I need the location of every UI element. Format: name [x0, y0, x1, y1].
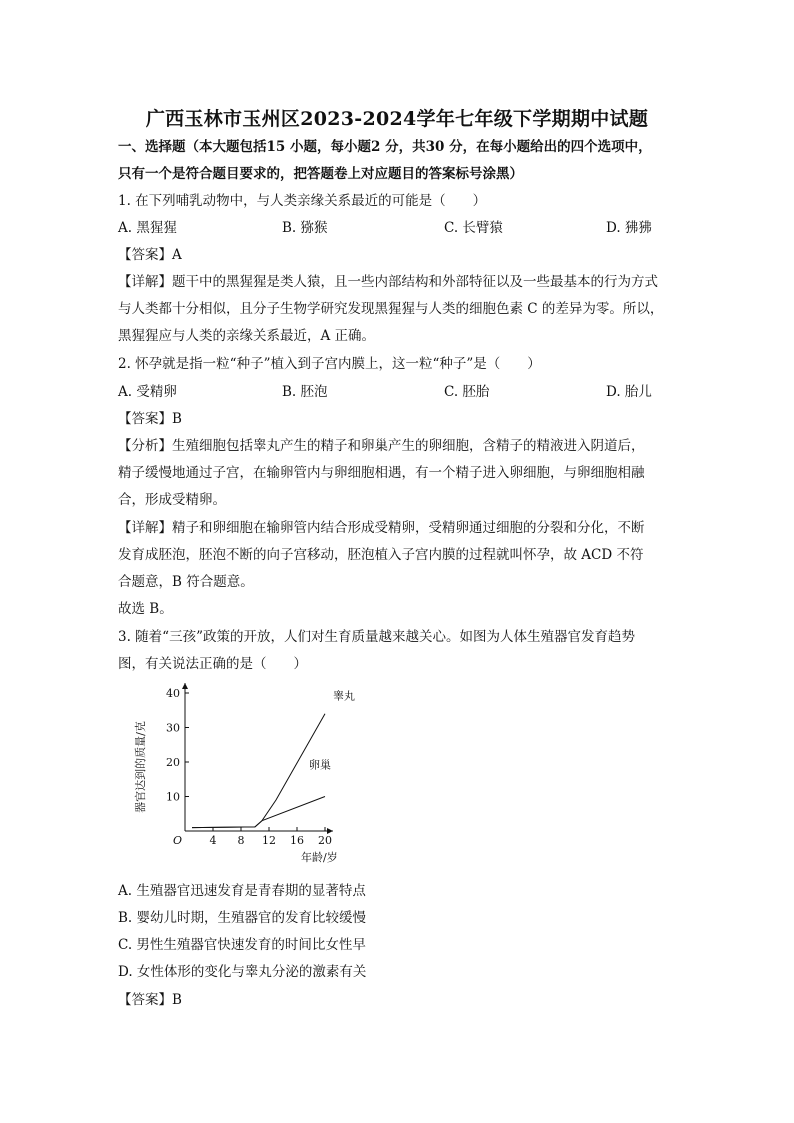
- q2-detail-line3: 合题意，B 符合题意。: [118, 574, 254, 590]
- q3-answer: 【答案】B: [118, 992, 182, 1008]
- q2-conclusion: 故选 B。: [118, 601, 173, 617]
- x-tick-label: 20: [318, 834, 332, 847]
- chart-series: [192, 714, 325, 828]
- q1-option-b: B. 猕猴: [282, 220, 328, 236]
- y-tick-label: 40: [166, 687, 180, 700]
- q3-option-b: B. 婴幼儿时期，生殖器官的发育比较缓慢: [118, 910, 367, 926]
- x-tick-label: 12: [262, 834, 276, 847]
- page-title: 广西玉林市玉州区2023-2024学年七年级下学期期中试题: [145, 108, 649, 130]
- y-axis-arrow: [182, 683, 188, 689]
- y-tick-label: 30: [166, 721, 180, 735]
- y-axis-label: 器官达到的质量/克: [134, 721, 147, 813]
- q1-detail-line1: 【详解】题干中的黑猩猩是类人猿，且一些内部结构和外部特征以及一些最基本的行为方式: [118, 274, 658, 290]
- q2-option-b: B. 胚泡: [282, 384, 328, 400]
- x-tick-label: 16: [290, 834, 304, 847]
- y-tick-label: 20: [166, 756, 180, 769]
- x-tick-label: 4: [209, 834, 217, 847]
- q3-stem-line1: 3. 随着“三孩”政策的开放，人们对生育质量越来越关心。如图为人体生殖器官发育趋势: [118, 629, 635, 645]
- section-heading-line2: 只有一个是符合题目要求的，把答题卷上对应题目的答案标号涂黑）: [118, 166, 523, 182]
- series-line-1: [192, 714, 325, 828]
- x-tick-label: 8: [237, 834, 245, 847]
- q3-stem-line2: 图，有关说法正确的是（ ）: [118, 656, 307, 672]
- q2-detail-line2: 发育成胚泡，胚泡不断的向子宫移动，胚泡植入子宫内膜的过程就叫怀孕，故 ACD 不符: [118, 547, 644, 563]
- q2-answer: 【答案】B: [118, 411, 182, 427]
- q2-analysis-line2: 精子缓慢地通过子宫，在输卵管内与卵细胞相遇，有一个精子进入卵细胞，与卵细胞相融: [118, 465, 645, 481]
- q3-option-a: A. 生殖器官迅速发育是青春期的显著特点: [118, 883, 366, 899]
- q1-detail-line2: 与人类都十分相似，且分子生物学研究发现黑猩猩与人类的细胞色素 C 的差异为零。所以，: [118, 301, 664, 317]
- q1-option-a: A. 黑猩猩: [118, 220, 177, 236]
- q2-stem: 2. 怀孕就是指一粒“种子”植入到子宫内膜上，这一粒“种子”是（ ）: [118, 356, 541, 372]
- origin-label: O: [173, 834, 183, 847]
- series-line-2: [192, 797, 325, 828]
- q3-option-d: D. 女性体形的变化与睾丸分泌的激素有关: [118, 964, 367, 980]
- q1-option-c: C. 长臂猿: [444, 220, 503, 236]
- q1-stem: 1. 在下列哺乳动物中，与人类亲缘关系最近的可能是（ ）: [118, 193, 487, 209]
- q1-answer: 【答案】A: [118, 247, 182, 263]
- q3-option-c: C. 男性生殖器官快速发育的时间比女性早: [118, 937, 366, 953]
- q2-option-c: C. 胚胎: [444, 384, 490, 400]
- q2-analysis-line1: 【分析】生殖细胞包括睾丸产生的精子和卵巢产生的卵细胞，含精子的精液进入阴道后，: [118, 438, 645, 454]
- series-label-1: 睾丸: [333, 689, 355, 703]
- q2-option-d: D. 胎儿: [606, 384, 652, 400]
- q1-detail-line3: 黑猩猩应与人类的亲缘关系最近，A 正确。: [118, 328, 376, 344]
- organ-development-chart: [130, 680, 360, 870]
- x-axis-label: 年龄/岁: [301, 851, 338, 864]
- chart-labels: [133, 687, 355, 864]
- section-heading-line1: 一、选择题（本大题包括15 小题，每小题2 分，共30 分，在每小题给出的四个选项中，: [118, 139, 652, 155]
- series-label-2: 卵巢: [309, 758, 331, 772]
- chart-svg: [130, 680, 360, 870]
- q2-option-a: A. 受精卵: [118, 384, 177, 400]
- q1-option-d: D. 狒狒: [606, 220, 652, 236]
- y-tick-label: 10: [166, 790, 180, 804]
- q2-detail-line1: 【详解】精子和卵细胞在输卵管内结合形成受精卵，受精卵通过细胞的分裂和分化，不断: [118, 520, 645, 536]
- q2-analysis-line3: 合，形成受精卵。: [118, 492, 226, 508]
